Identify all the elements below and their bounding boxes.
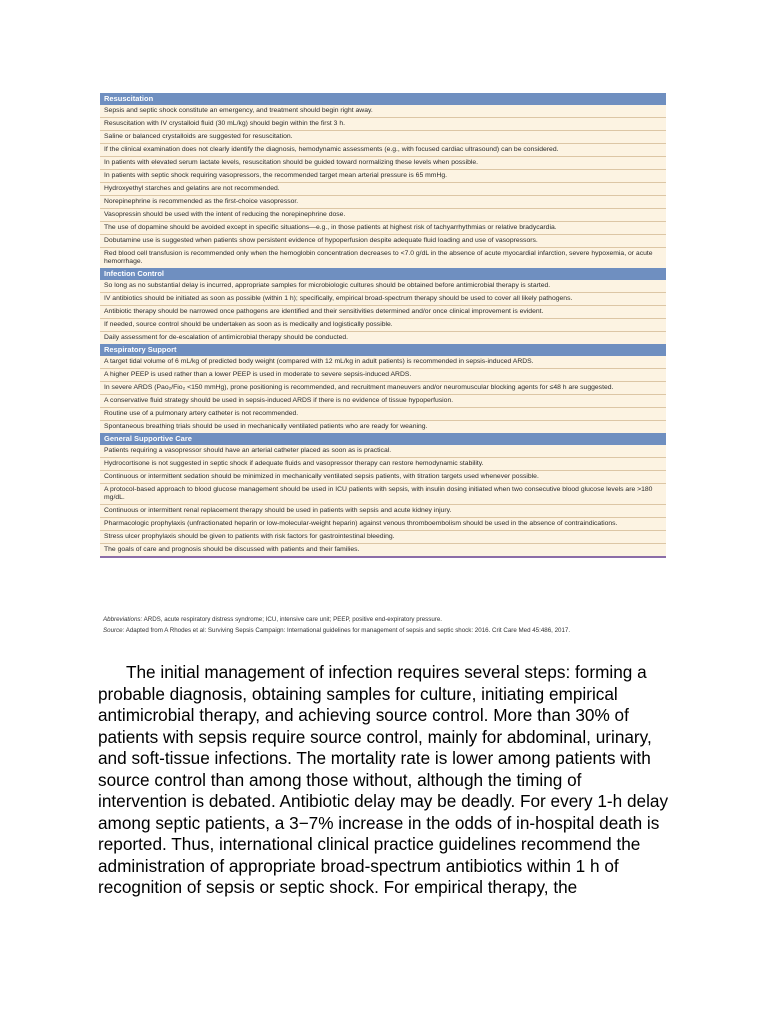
section-rows <box>100 356 666 433</box>
table-row: In severe ARDS (Pao₂/Fio₂ <150 mmHg), prone positioning is recommended, and recruitment maneuvers and/or neuromuscular blocking agents for ≤48 h are suggested. <box>100 382 666 395</box>
table-row: Sepsis and septic shock constitute an emergency, and treatment should begin right away. <box>100 105 666 118</box>
section-rows <box>100 445 666 558</box>
table-section <box>100 433 666 558</box>
table-row: Hydrocortisone is not suggested in septic shock if adequate fluids and vasopressor therapy can restore hemodynamic stability. <box>100 458 666 471</box>
abbreviations-label: Abbreviations: <box>103 616 143 623</box>
abbreviations-note <box>103 614 669 625</box>
table-row: Stress ulcer prophylaxis should be given to patients with risk factors for gastrointestinal bleeding. <box>100 531 666 544</box>
section-header: General Supportive Care <box>100 433 666 445</box>
table-row: Patients requiring a vasopressor should have an arterial catheter placed as soon as is practical. <box>100 445 666 458</box>
table-row: If needed, source control should be undertaken as soon as is medically and logistically possible. <box>100 319 666 332</box>
table-row: IV antibiotics should be initiated as soon as possible (within 1 h); specifically, empirical broad-spectrum therapy should be used to cover all likely pathogens. <box>100 293 666 306</box>
table-section <box>100 93 666 268</box>
table-row: Vasopressin should be used with the intent of reducing the norepinephrine dose. <box>100 209 666 222</box>
table-row: In patients with septic shock requiring vasopressors, the recommended target mean arterial pressure is 65 mmHg. <box>100 170 666 183</box>
table-row: If the clinical examination does not clearly identify the diagnosis, hemodynamic assessments (e.g., with focused cardiac ultrasound) can be considered. <box>100 144 666 157</box>
source-note <box>103 625 669 636</box>
table-row: A conservative fluid strategy should be used in sepsis-induced ARDS if there is no evidence of tissue hypoperfusion. <box>100 395 666 408</box>
table-row: Continuous or intermittent renal replacement therapy should be used in patients with sepsis and acute kidney injury. <box>100 505 666 518</box>
section-header: Infection Control <box>100 268 666 280</box>
table-row: Routine use of a pulmonary artery catheter is not recommended. <box>100 408 666 421</box>
table-row: The goals of care and prognosis should be discussed with patients and their families. <box>104 546 360 554</box>
table-row: Red blood cell transfusion is recommended only when the hemoglobin concentration decreases to <7.0 g/dL in the absence of acute myocardial infarction, severe hypoxemia, or acute hemorrhage. <box>104 250 653 266</box>
table-row: Hydroxyethyl starches and gelatins are not recommended. <box>100 183 666 196</box>
table-row: Norepinephrine is recommended as the first-choice vasopressor. <box>100 196 666 209</box>
table-row: Continuous or intermittent sedation should be minimized in mechanically ventilated sepsis patients, with titration targets used whenever possible. <box>100 471 666 484</box>
table-row: Pharmacologic prophylaxis (unfractionated heparin or low-molecular-weight heparin) against venous thromboembolism should be used in the absence of contraindications. <box>100 518 666 531</box>
table-row: Spontaneous breathing trials should be used in mechanically ventilated patients who are ready for weaning. <box>104 423 428 431</box>
table-row: Saline or balanced crystalloids are suggested for resuscitation. <box>100 131 666 144</box>
source-text: Adapted from A Rhodes et al: Surviving Sepsis Campaign: International guidelines for management of sepsis and septic shock: 2016. Crit Care Med 45:486, 2017. <box>124 627 571 634</box>
abbreviations-text: ARDS, acute respiratory distress syndrome; ICU, intensive care unit; PEEP, positive end-expiratory pressure. <box>142 616 442 623</box>
section-header: Respiratory Support <box>100 344 666 356</box>
table-row: A target tidal volume of 6 mL/kg of predicted body weight (compared with 12 mL/kg in adult patients) is recommended in sepsis-induced ARDS. <box>100 356 666 369</box>
table-row: In patients with elevated serum lactate levels, resuscitation should be guided toward normalizing these levels when possible. <box>100 157 666 170</box>
table-row: Resuscitation with IV crystalloid fluid (30 mL/kg) should begin within the first 3 h. <box>100 118 666 131</box>
table-section <box>100 268 666 344</box>
section-rows <box>100 280 666 344</box>
table-row: A protocol-based approach to blood glucose management should be used in ICU patients with sepsis, with insulin dosing initiated when two consecutive blood glucose levels are >180 mg/dL. <box>100 484 666 505</box>
table-row: Dobutamine use is suggested when patients show persistent evidence of hypoperfusion despite adequate fluid loading and use of vasopressors. <box>100 235 666 248</box>
table-row: The use of dopamine should be avoided except in specific situations—e.g., in those patients at highest risk of tachyarrhythmias or relative bradycardia. <box>100 222 666 235</box>
table-row: Antibiotic therapy should be narrowed once pathogens are identified and their sensitivities determined and/or once clinical improvement is evident. <box>100 306 666 319</box>
table-footnotes <box>103 614 669 636</box>
guideline-table <box>100 93 666 558</box>
table-section <box>100 344 666 433</box>
table-row: A higher PEEP is used rather than a lower PEEP is used in moderate to severe sepsis-induced ARDS. <box>100 369 666 382</box>
source-label: Source: <box>103 627 125 634</box>
section-header: Resuscitation <box>100 93 666 105</box>
body-paragraph: The initial management of infection requires several steps: forming a probable diagnosis, obtaining samples for culture, initiating empirical antimicrobial therapy, and achieving source control. More than 30% of patients with sepsis require source control, mainly for abdominal, urinary, and soft-tissue infections. The mortality rate is lower among patients with source control than among those without, although the timing of intervention is debated. Antibiotic delay may be deadly. For every 1-h delay among septic patients, a 3−7% increase in the odds of in-hospital death is reported. Thus, international clinical practice guidelines recommend the administration of appropriate broad-spectrum antibiotics within 1 h of recognition of sepsis or septic shock. For empirical therapy, the <box>98 662 669 897</box>
section-rows <box>100 105 666 268</box>
table-row: So long as no substantial delay is incurred, appropriate samples for microbiologic cultures should be obtained before antimicrobial therapy is started. <box>100 280 666 293</box>
table-row: Daily assessment for de-escalation of antimicrobial therapy should be conducted. <box>104 334 349 342</box>
